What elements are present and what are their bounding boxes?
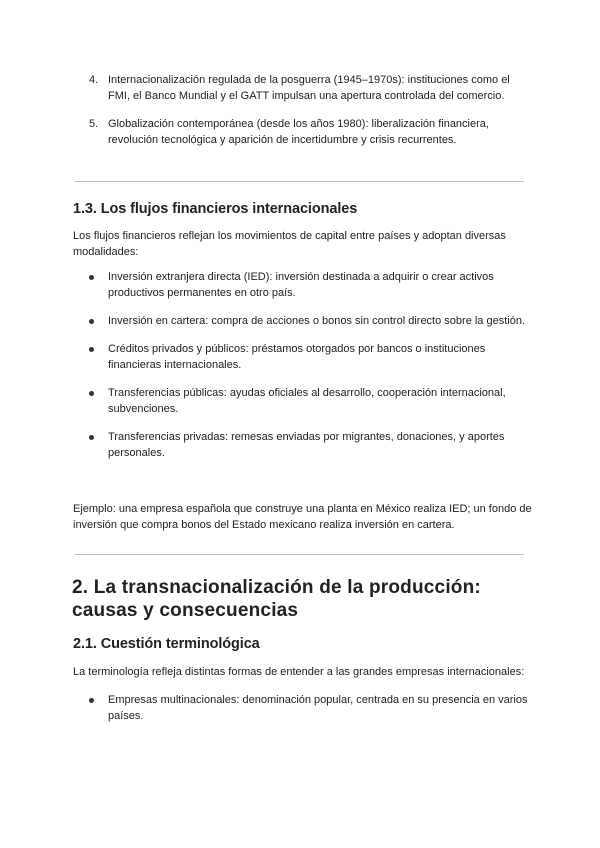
- section-intro: Los flujos financieros reflejan los movimientos de capital entre países y adoptan diversas modalidades:: [73, 230, 506, 258]
- list-item-4: [89, 72, 529, 104]
- bullet-icon: [89, 391, 94, 396]
- list-item-text: Inversión extranjera directa (IED): inversión destinada a adquirir o crear activos productivos permanentes en otro país.: [108, 271, 494, 299]
- bullet-icon: [89, 347, 94, 352]
- bullet-icon: [89, 319, 94, 324]
- financial-flows-list: [89, 269, 529, 473]
- bullet-icon: [89, 698, 94, 703]
- list-item-text: Créditos privados y públicos: préstamos otorgados por bancos o instituciones financieras internacionales.: [108, 343, 486, 371]
- section-heading-2: 2. La transnacionalización de la producción: causas y consecuencias: [72, 577, 481, 621]
- list-number: 4.: [89, 74, 99, 86]
- divider: [75, 554, 524, 555]
- divider: [75, 181, 524, 182]
- bullet-icon: [89, 275, 94, 280]
- section-heading-2-1: 2.1. Cuestión terminológica: [73, 636, 260, 652]
- section-intro: La terminología refleja distintas formas de entender a las grandes empresas internacionales:: [73, 666, 525, 678]
- list-item-text: Globalización contemporánea (desde los años 1980): liberalización financiera, revolución tecnológica y aparición de incertidumbre y crisis recurrentes.: [108, 118, 489, 146]
- list-item: [89, 429, 529, 461]
- list-item-text: Internacionalización regulada de la posguerra (1945–1970s): instituciones como el FMI, el Banco Mundial y el GATT impulsan una apertura controlada del comercio.: [108, 74, 510, 102]
- list-item: [89, 341, 529, 373]
- list-number: 5.: [89, 118, 99, 130]
- list-item: [89, 385, 529, 417]
- list-item-5: [89, 116, 529, 148]
- list-item: [89, 313, 529, 329]
- list-item-text: Transferencias privadas: remesas enviadas por migrantes, donaciones, y aportes personales.: [108, 431, 505, 459]
- bullet-icon: [89, 435, 94, 440]
- terminology-list: [89, 692, 529, 736]
- list-item-text: Empresas multinacionales: denominación popular, centrada en su presencia en varios países.: [108, 694, 528, 722]
- example-paragraph: Ejemplo: una empresa española que construye una planta en México realiza IED; un fondo de inversión que compra bonos del Estado mexicano realiza inversión en cartera.: [73, 503, 532, 531]
- list-item: [89, 692, 529, 724]
- list-item-text: Inversión en cartera: compra de acciones o bonos sin control directo sobre la gestión.: [108, 315, 526, 327]
- list-item-text: Transferencias públicas: ayudas oficiales al desarrollo, cooperación internacional, subvenciones.: [108, 387, 506, 415]
- section-heading-1-3: 1.3. Los flujos financieros internacionales: [73, 201, 358, 217]
- list-item: [89, 269, 529, 301]
